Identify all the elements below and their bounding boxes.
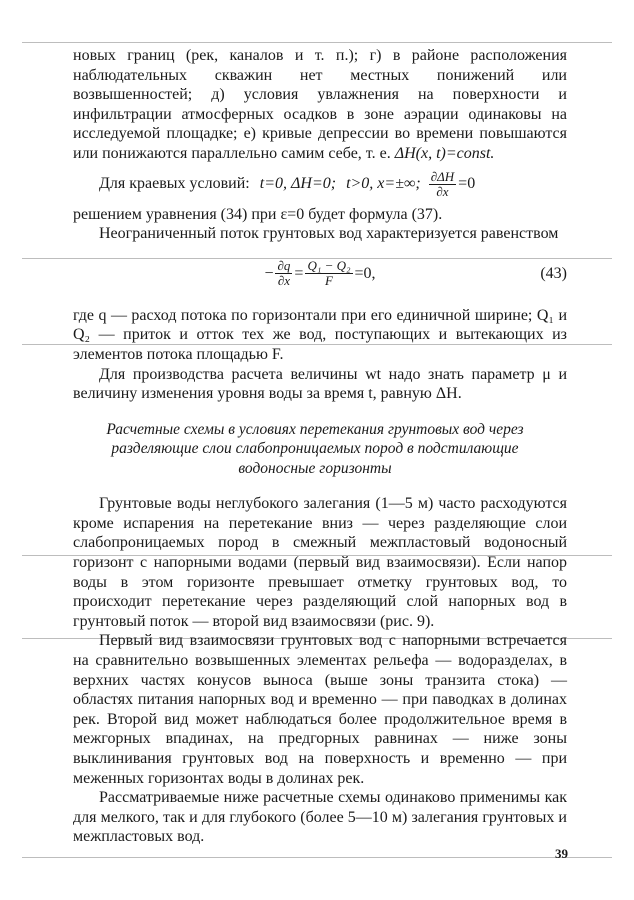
boundary-fraction bbox=[429, 170, 456, 199]
equation-lhs-denominator: ∂x bbox=[277, 273, 291, 289]
boundary-condition-2: t>0, x=±∞; bbox=[346, 175, 421, 193]
paragraph-3: Неограниченный поток грунтовых вод характеризуется равенством bbox=[99, 225, 559, 243]
boundary-fraction-denominator: ∂x bbox=[436, 183, 449, 199]
paragraph-6: Грунтовые воды неглубокого залегания (1—5 м) часто расходуются кроме испарения на перетекание вниз — через разделяющие слои слабопроницаемых пород в смежный межпластовый водоносный горизонт с напорными водами (первый вид взаимосвязи). Если напор воды в этом горизонте превышает отметку грунтовых вод, то происходит перетекание через разделяющий слой напорных вод в грунтовый поток — второй вид взаимосвязи (рис. 9). bbox=[73, 495, 567, 630]
paragraph-8: Рассматриваемые ниже расчетные схемы одинаково применимы как для мелкого, так и для глубокого (более 5—10 м) залегания грунтовых и межпластовых вод. bbox=[73, 789, 567, 846]
page-content bbox=[73, 46, 567, 847]
paragraph-1 bbox=[73, 46, 567, 164]
section-heading: Расчетные схемы в условиях перетекания грунтовых вод через разделяющие слои слабопроницаемых пород в подстилающие водоносные горизонты bbox=[106, 420, 524, 477]
equation-rest: =0, bbox=[354, 264, 376, 282]
paragraph-7: Первый вид взаимосвязи грунтовых вод с напорными встречается на сравнительно возвышенных элементах рельефа — водоразделах, в верхних частях конусов выноса (выше зоны транзита стока) — областях питания напорных вод и временно — при паводках в долинах рек. Второй вид может наблюдаться более продолжительное время в межгорных впадинах, на предгорных равнинах — ниже зоны выклинивания грунтовых вод на поверхность и временно — при меженных горизонтах воды в долинах рек. bbox=[73, 632, 567, 787]
equation-rhs-fraction bbox=[305, 259, 352, 288]
boundary-condition-1: t=0, ΔH=0; bbox=[259, 175, 337, 193]
equation-43 bbox=[73, 254, 567, 294]
equation-lhs-numerator: ∂q bbox=[277, 258, 291, 274]
equation-lhs-fraction bbox=[275, 259, 292, 288]
equation-rhs-denominator: F bbox=[325, 273, 333, 289]
equation-equals: = bbox=[294, 264, 304, 282]
paragraph-4: где q — расход потока по горизонтали при его единичной ширине; Q₁ и Q₂ — приток и отток тех же вод, поступающих и вытекающих из элементов потока площадью F. bbox=[73, 306, 567, 363]
equation-rhs-numerator: Q₁ − Q₂ bbox=[307, 258, 351, 274]
boundary-rhs: =0 bbox=[458, 175, 476, 193]
page-number: 39 bbox=[555, 846, 568, 861]
boundary-fraction-numerator: ∂ΔH bbox=[430, 168, 455, 184]
scan-rule-top bbox=[22, 42, 612, 43]
equation-number: (43) bbox=[540, 264, 567, 282]
boundary-lead: Для краевых условий: bbox=[99, 175, 250, 193]
boundary-conditions bbox=[99, 170, 567, 199]
paragraph-1-text: новых границ (рек, каналов и т. п.); г) в районе расположения наблюдательных скважин нет местных понижений или возвышенностей; д) условия увлажнения на поверхности и инфильтрации атмосферных осадков в зоне аэрации одинаковы на исследуемой площадке; е) кривые депрессии во времени повышаются или понижаются параллельно самим себе, т. е. bbox=[73, 47, 567, 162]
equation-minus: − bbox=[264, 264, 274, 282]
paragraph-5: Для производства расчета величины wt надо знать параметр μ и величину изменения уровня воды за время t, равную ΔH. bbox=[73, 365, 567, 403]
paragraph-2: решением уравнения (34) при ε=0 будет формула (37). bbox=[73, 205, 443, 223]
formula-delta-h-const: ΔH(x, t)=const. bbox=[394, 144, 495, 162]
scan-rule-bottom bbox=[22, 857, 612, 858]
